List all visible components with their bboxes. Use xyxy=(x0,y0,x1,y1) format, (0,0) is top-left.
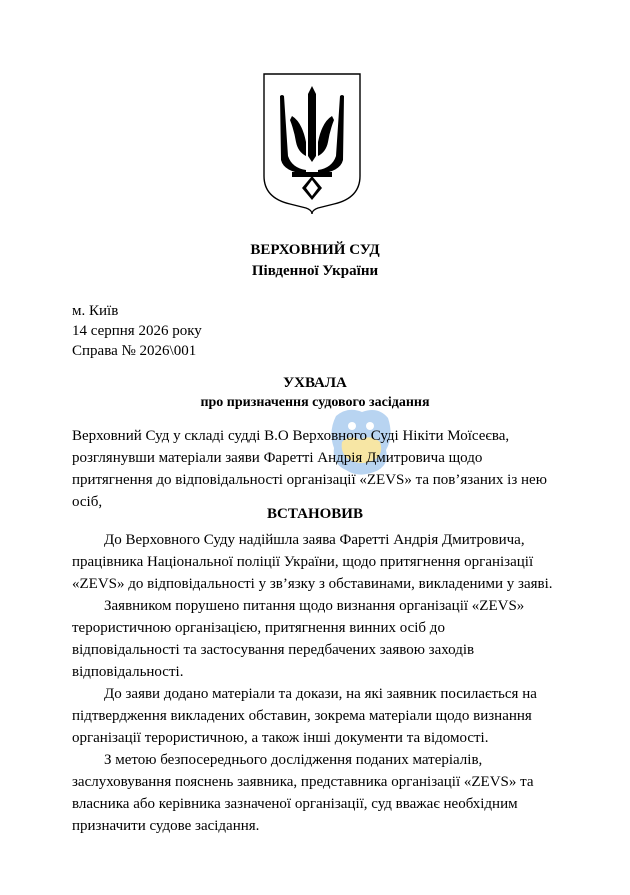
intro-line: Верховний Суд у складі судді В.О Верховного Суді Нікіти Моїсеєва, xyxy=(72,428,510,444)
intro-line: притягнення до відповідальності організації «ZEVS» та пов’язаних із нею xyxy=(72,472,547,488)
body-text xyxy=(72,529,562,837)
intro-line: розглянувши матеріали заяви Фаретті Андрія Дмитровича щодо xyxy=(72,450,483,466)
document-type: УХВАЛА xyxy=(283,375,347,391)
paragraph-line: власника або керівника зазначеної організації, суд вважає необхідним xyxy=(72,796,518,812)
paragraph xyxy=(72,529,562,595)
paragraph xyxy=(72,749,562,837)
court-name: ВЕРХОВНИЙ СУД xyxy=(250,242,380,258)
court-region: Південної України xyxy=(251,263,379,279)
trident-coat-of-arms-icon xyxy=(262,72,362,214)
paragraph-line: працівника Національної поліції України, щодо притягнення організації xyxy=(72,554,534,570)
paragraph-line: До Верховного Суду надійшла заява Фаретті Андрія Дмитровича, xyxy=(104,532,525,548)
paragraph-line: заслуховування пояснень заявника, представника організації «ZEVS» та xyxy=(72,774,534,790)
paragraph-line: підтвердження викладених обставин, зокрема матеріали щодо визнання xyxy=(72,708,532,724)
paragraph-line: До заяви додано матеріали та докази, на які заявник посилається на xyxy=(104,686,537,702)
paragraph-line: З метою безпосереднього дослідження поданих матеріалів, xyxy=(104,752,483,768)
paragraph-line: призначити судове засідання. xyxy=(72,818,260,834)
intro-line: осіб, xyxy=(72,494,103,510)
paragraph-line: Заявником порушено питання щодо визнання організації «ZEVS» xyxy=(104,598,525,614)
paragraph xyxy=(72,595,562,683)
established-heading: ВСТАНОВИВ xyxy=(267,506,363,522)
paragraph-line: організації терористичною, а також інші документи та відомості. xyxy=(72,730,489,746)
city: м. Київ xyxy=(72,303,119,319)
paragraph-line: відповідальності та застосування передбачених заявою заходів xyxy=(72,642,475,658)
date: 14 серпня 2026 року xyxy=(72,323,202,339)
document-subtitle: про призначення судового засідання xyxy=(200,395,430,410)
intro-paragraph xyxy=(72,425,572,513)
paragraph xyxy=(72,683,562,749)
paragraph-line: «ZEVS» до відповідальності у зв’язку з обставинами, викладеними у заяві. xyxy=(72,576,553,592)
paragraph-line: терористичною організацією, притягнення винних осіб до xyxy=(72,620,445,636)
case-number: Справа № 2026\001 xyxy=(72,343,197,359)
paragraph-line: відповідальності. xyxy=(72,664,184,680)
